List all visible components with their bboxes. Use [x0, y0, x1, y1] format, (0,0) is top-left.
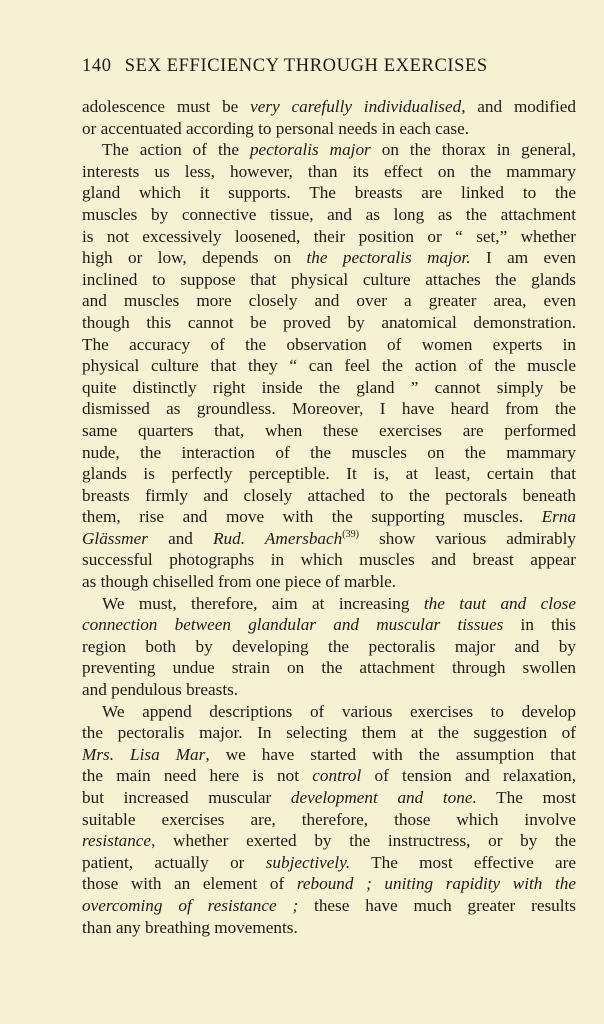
text-line	[82, 161, 576, 183]
text-segment: nude, the interaction of the muscles on the mammary	[82, 442, 576, 462]
text-segment: and pendulous breasts.	[82, 680, 239, 700]
text-segment: show various admirably	[358, 528, 576, 548]
text-line	[82, 614, 576, 636]
italic-text: Mrs. Lisa Mar	[82, 744, 206, 764]
text-segment: dismissed as groundless. Moreover, I have heard from the	[82, 399, 576, 419]
text-line	[82, 744, 576, 766]
italic-text: connection between glandular and muscular tissues	[82, 615, 504, 635]
running-header	[82, 56, 576, 82]
text-segment: on the thorax in general,	[370, 140, 576, 160]
text-line	[82, 355, 576, 377]
text-segment: adolescence must be	[82, 97, 251, 116]
text-segment: quite distinctly right inside the gland ” cannot simply be	[82, 377, 576, 397]
text-segment: We append descriptions of various exercises to develop	[102, 701, 576, 721]
italic-text: Erna	[541, 507, 576, 527]
text-line	[82, 226, 576, 248]
text-line	[82, 290, 576, 312]
italic-text: control	[312, 766, 362, 786]
text-line	[82, 420, 576, 442]
text-line	[82, 204, 576, 226]
text-segment: physical culture that they “ can feel the action of the muscle	[82, 356, 576, 376]
text-line	[82, 118, 576, 140]
text-segment: The accuracy of the observation of women experts in	[82, 334, 576, 354]
italic-text: very carefully individualised	[250, 97, 462, 116]
text-line	[82, 852, 576, 874]
text-segment: the pectoralis major. In selecting them at the suggestion of	[82, 723, 576, 743]
text-segment: the main need here is not	[82, 766, 313, 786]
text-segment: though this cannot be proved by anatomical demonstration.	[82, 312, 576, 332]
text-line	[82, 593, 576, 615]
text-line	[82, 506, 576, 528]
italic-text: resistance	[82, 831, 152, 851]
text-line	[82, 830, 576, 852]
italic-text: Rud. Amersbach	[213, 528, 343, 548]
italic-text: Glässmer	[82, 528, 148, 548]
text-segment: region both by developing the pectoralis major and by	[82, 636, 576, 656]
text-segment: I am even	[470, 248, 576, 268]
text-line	[82, 398, 576, 420]
text-segment: than any breathing movements.	[82, 917, 298, 937]
text-segment: and muscles more closely and over a greater area, even	[82, 291, 576, 311]
text-segment: , whether exerted by the instructress, or by the	[151, 831, 576, 851]
text-segment: successful photographs in which muscles and breast appear	[82, 550, 576, 570]
text-segment: and	[147, 528, 214, 548]
italic-text: rebound ; uniting rapidity with the	[296, 874, 577, 894]
text-segment: same quarters that, when these exercises are performed	[82, 420, 576, 440]
text-line	[82, 312, 576, 334]
text-segment: preventing undue strain on the attachment through swollen	[82, 658, 576, 678]
text-line	[82, 917, 576, 939]
text-line	[82, 96, 576, 118]
text-segment: The action of the	[102, 140, 250, 160]
text-line	[82, 334, 576, 356]
text-segment: these have much greater results	[298, 895, 576, 915]
text-segment: as though chiselled from one piece of marble.	[82, 572, 397, 592]
text-segment: but increased muscular	[82, 788, 291, 807]
text-segment: interests us less, however, than its effect on the mammary	[82, 161, 576, 181]
text-segment: , and modified	[461, 97, 576, 116]
text-line	[82, 657, 576, 679]
text-segment: The most	[476, 788, 576, 807]
text-line	[82, 722, 576, 744]
text-line	[82, 528, 576, 550]
text-line	[82, 485, 576, 507]
italic-text: the pectoralis major.	[306, 248, 471, 268]
text-segment: gland which it supports. The breasts are linked to the	[82, 183, 576, 203]
page-number: 140	[82, 56, 112, 76]
italic-text: overcoming of resistance ;	[82, 895, 299, 915]
text-segment: them, rise and move with the supporting muscles.	[82, 507, 542, 527]
text-line	[82, 182, 576, 204]
italic-text: development and tone.	[290, 788, 477, 807]
text-segment: or accentuated according to personal needs in each case.	[82, 118, 470, 138]
text-line	[82, 787, 576, 809]
text-line	[82, 442, 576, 464]
text-segment: suitable exercises are, therefore, those which involve	[82, 809, 576, 829]
text-segment: breasts firmly and closely attached to the pectorals beneath	[82, 485, 576, 505]
text-segment: patient, actually or	[82, 852, 266, 872]
italic-text: the taut and close	[423, 593, 576, 613]
text-line	[82, 895, 576, 917]
text-line	[82, 247, 576, 269]
italic-text: subjectively.	[265, 852, 351, 872]
italic-text: pectoralis major	[249, 140, 371, 160]
text-segment: , we have started with the assumption that	[205, 744, 576, 764]
footnote-reference: (39)	[342, 528, 359, 540]
text-segment: those with an element of	[82, 874, 297, 894]
text-segment: We must, therefore, aim at increasing	[102, 593, 424, 613]
text-segment: glands is perfectly perceptible. It is, at least, certain that	[82, 464, 576, 484]
body-text	[82, 96, 576, 938]
text-segment: in this	[503, 615, 576, 635]
text-line	[82, 377, 576, 399]
text-line	[82, 139, 576, 161]
text-segment: high or low, depends on	[82, 248, 307, 268]
text-segment: of tension and relaxation,	[361, 766, 577, 786]
text-line	[82, 765, 576, 787]
text-segment: The most effective are	[350, 852, 576, 872]
text-line	[82, 809, 576, 831]
text-line	[82, 701, 576, 723]
text-line	[82, 636, 576, 658]
text-line	[82, 571, 576, 593]
running-title: SEX EFFICIENCY THROUGH EXERCISES	[124, 56, 488, 76]
text-segment: inclined to suppose that physical culture attaches the glands	[82, 269, 576, 289]
text-line	[82, 269, 576, 291]
text-segment: is not excessively loosened, their position or “ set,” whether	[82, 226, 576, 246]
text-line	[82, 549, 576, 571]
text-line	[82, 873, 576, 895]
text-line	[82, 679, 576, 701]
text-segment: muscles by connective tissue, and as long as the attachment	[82, 204, 576, 224]
text-line	[82, 463, 576, 485]
